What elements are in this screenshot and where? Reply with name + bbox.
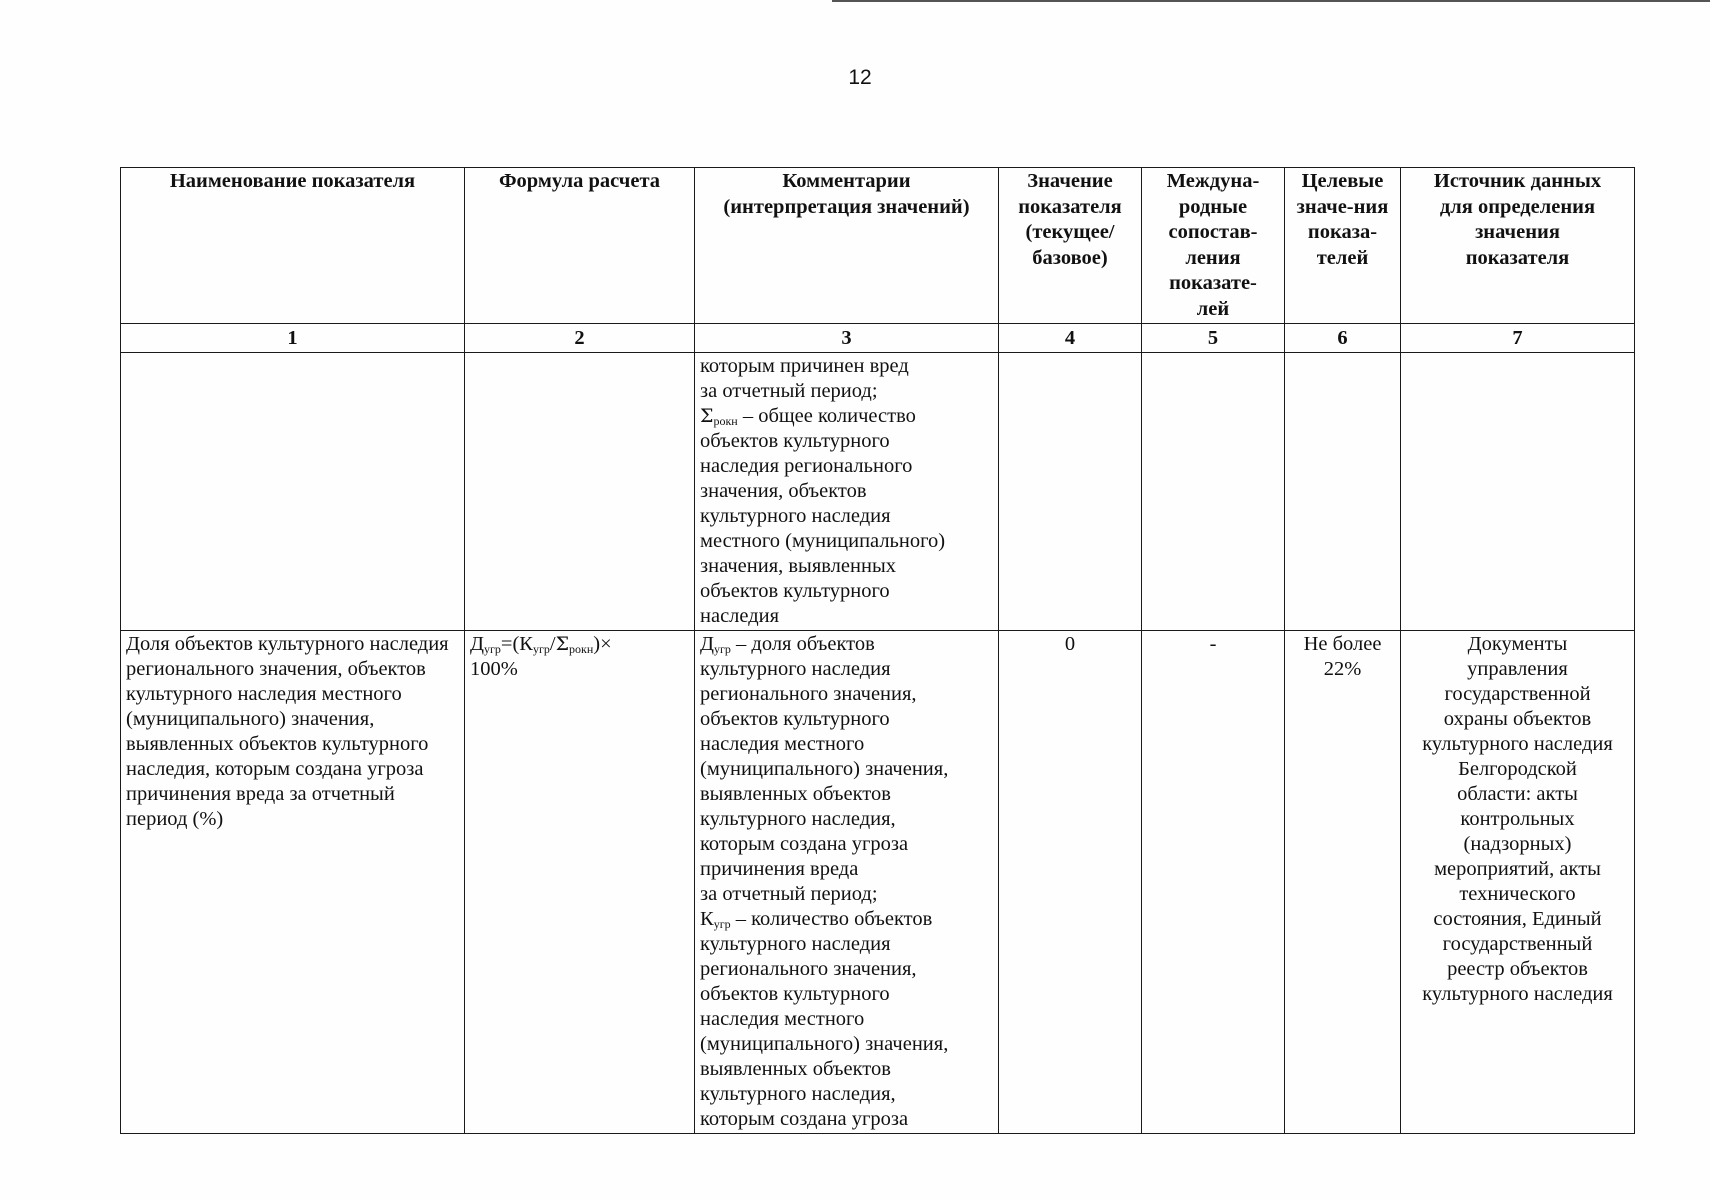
comment-text: – количество объектов культурного наследия регионального значения, объектов культурного наследия местного (муниципального) значения, выявленных объектов культурного наследия, которым создана угроза: [700, 908, 949, 1130]
target-cell: Не более 22%: [1285, 631, 1401, 1134]
column-numbers-row: [121, 324, 1635, 353]
header-comments: Комментарии (интерпретация значений): [695, 168, 999, 324]
comment-text: которым причинен вред за отчетный период;: [700, 355, 909, 402]
international-cell: -: [1142, 631, 1285, 1134]
comment-subscript: угр: [713, 642, 731, 656]
comment-subscript: угр: [713, 917, 731, 931]
comment-text: – общее количество объектов культурного наследия регионального значения, объектов культурного наследия местного (муниципального) значения, выявленных объектов культурного наследия: [700, 405, 946, 627]
sigma-symbol: Σ: [700, 405, 714, 427]
header-data-source: Источник данных для определения значения показателя: [1401, 168, 1635, 324]
header-international-comparison: Междуна- родные сопостав- ления показате- лей: [1142, 168, 1285, 324]
formula-cell: [465, 631, 695, 1134]
header-formula: Формула расчета: [465, 168, 695, 324]
empty-cell: [1401, 353, 1635, 631]
column-number: 3: [695, 324, 999, 353]
comment-symbol: К: [700, 908, 714, 930]
empty-cell: [465, 353, 695, 631]
formula-symbol: /: [549, 633, 556, 655]
page-number: 12: [848, 66, 872, 89]
indicators-table: [120, 167, 1635, 1134]
column-number: 6: [1285, 324, 1401, 353]
scan-edge-line: [832, 0, 1710, 2]
table-row-indicator: [121, 631, 1635, 1134]
sigma-symbol: Σ: [555, 633, 570, 655]
column-number: 7: [1401, 324, 1635, 353]
indicator-name-cell: Доля объектов культурного наследия регионального значения, объектов культурного наследия местного (муниципального) значения, выявленных объектов культурного наследия, которым создана угроза причинения вреда за отчетный период (%): [121, 631, 465, 1134]
source-cell: Документы управления государственной охраны объектов культурного наследия Белгородской области: акты контрольных (надзорных) мероприятий, акты технического состояния, Единый государственный реестр объектов культурного наследия: [1401, 631, 1635, 1134]
formula-subscript: рокн: [569, 642, 594, 656]
formula-symbol: )×: [593, 633, 612, 655]
table-header-row: [121, 168, 1635, 324]
header-target-values: Целевые значе-ния показа- телей: [1285, 168, 1401, 324]
formula-subscript: угр: [483, 642, 501, 656]
column-number: 1: [121, 324, 465, 353]
header-value: Значение показателя (текущее/ базовое): [999, 168, 1142, 324]
column-number: 5: [1142, 324, 1285, 353]
comment-cell-continued: [695, 353, 999, 631]
formula-percent: 100%: [470, 658, 518, 680]
header-indicator-name: Наименование показателя: [121, 168, 465, 324]
empty-cell: [1142, 353, 1285, 631]
table-row-continuation: [121, 353, 1635, 631]
comment-symbol: Д: [700, 633, 714, 655]
value-cell: 0: [999, 631, 1142, 1134]
formula-subscript: угр: [532, 642, 550, 656]
formula-symbol: =(К: [500, 633, 533, 655]
comment-cell: [695, 631, 999, 1134]
empty-cell: [121, 353, 465, 631]
empty-cell: [999, 353, 1142, 631]
formula-symbol: Д: [470, 633, 484, 655]
column-number: 4: [999, 324, 1142, 353]
column-number: 2: [465, 324, 695, 353]
empty-cell: [1285, 353, 1401, 631]
sigma-subscript: рокн: [713, 414, 738, 428]
comment-text: – доля объектов культурного наследия регионального значения, объектов культурного наследия местного (муниципального) значения, выявленных объектов культурного наследия, которым создана угроза причинения вреда за отчетный период;: [700, 633, 949, 905]
